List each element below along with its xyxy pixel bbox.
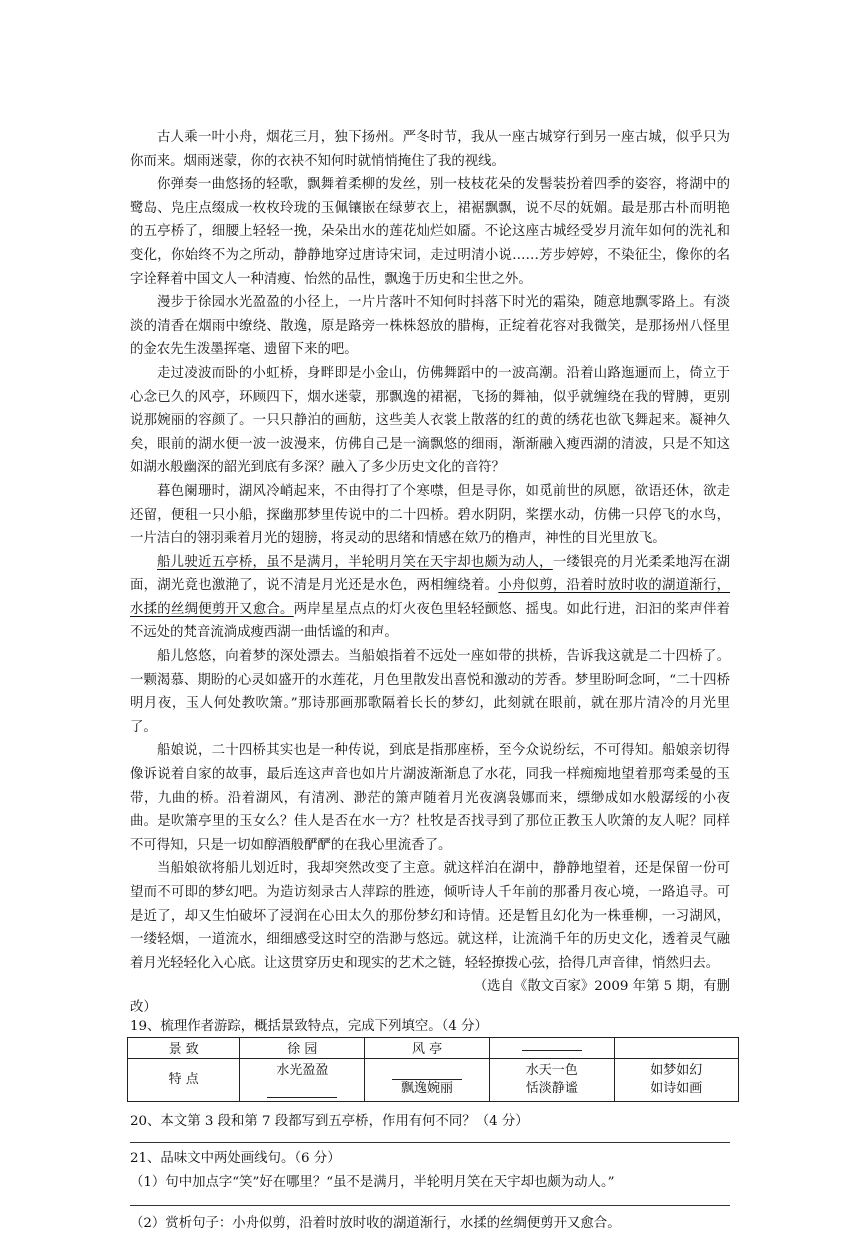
question-21-part-2: （2）赏析句子：小舟似剪，沿着时放时收的湖道渐行，水揉的丝绸便剪开又愈合。 [130,1215,621,1231]
paragraph-2: 你弹奏一曲悠扬的轻歌，飘舞着柔柳的发丝，别一枝枝花朵的发髻装扮着四季的姿容，将湖中的鹭岛、凫庄点缀成一枚枚玲珑的玉佩镶嵌在绿萝衣上，裙裾飘飘，说不尽的妩媚。最是那古朴而明艳的五亭桥了，细腰上轻轻一挽，朵朵出水的莲花灿烂如靥。不论这座古城经受岁月流年如何的洗礼和变化，你始终不为之所动，静静地穿过唐诗宋词，走过明清小说……芳步婷婷，不染征尘，像你的名字诠释着中国文人一种清瘦、怡然的品性，飘逸于历史和尘世之外。 [130,177,730,287]
fill-blank[interactable] [267,1085,337,1098]
underlined-sentence-1: 船儿驶近五亭桥，虽不是满月，半轮明月笑在天宇却也颇为动人， [157,554,553,570]
question-20: 20、本文第 3 段和第 7 段都写到五亭桥，作用有何不同？（4 分） [130,1113,529,1129]
answer-line[interactable] [130,1205,730,1206]
cell-xuyuan [240,1058,365,1101]
cell-col4-line2: 恬淡静谧 [525,1080,578,1096]
answer-table [127,1037,739,1102]
cell-xuyuan-text: 水光盈盈 [276,1062,329,1078]
fill-blank[interactable] [392,1067,462,1080]
source-citation: （选自《散文百家》2009 年第 5 期，有删 [473,979,730,995]
paragraph-6-text-2: 两岸星星点点的灯火夜色里轻轻颤悠、摇曳。如此行进，汩汩的桨声伴着不远处的梵音流淌成瘦西湖一曲恬谧的和声。 [130,601,731,641]
cell-col4 [489,1058,614,1101]
paragraph-5: 暮色阑珊时，湖风冷峭起来，不由得打了个寒噤，但是寻你，如觅前世的夙愿，欲语还休，欲走还留，便租一只小船，探幽那梦里传说中的二十四桥。碧水阴阴，桨摆水动，仿佛一只停飞的水鸟，一片洁白的翎羽乘着月光的翅膀，将灵动的思绪和情感在欸乃的橹声，神性的目光里放飞。 [130,483,730,547]
answer-line[interactable] [130,1142,730,1143]
paragraph-9: 当船娘欲将船儿划近时，我却突然改变了主意。就这样泊在湖中，静静地望着，还是保留一份可望而不可即的梦幻吧。为造访刻录古人萍踪的胜迹，倾听诗人千年前的那番月夜心境，一路追寻。可是近了，却又生怕破坏了浸润在心田太久的那份梦幻和诗情。还是暂且幻化为一株垂柳，一习湖风，一缕轻烟，一道流水，细细感受这时空的浩渺与悠远。就这样，让流淌千年的历史文化，透着灵气融着月光轻轻化入心底。让这贯穿历史和现实的艺术之链，轻轻撩拨心弦，拾得几声音律，悄然归去。 [130,861,730,971]
cell-fengting [365,1058,490,1101]
cell-col5-line1: 如梦如幻 [650,1062,703,1078]
cell-col4-line1: 水天一色 [525,1062,578,1078]
table-header-empty [614,1037,738,1058]
underlined-sentence-2: 小舟似剪，沿着时放时收的湖道渐行，水揉的丝绸便剪开又愈合。 [130,578,731,617]
question-21-part-1: （1）句中加点字“笑”好在哪里？“虽不是满月，半轮明月笑在天宇却也颇为动人。” [130,1174,615,1190]
source-citation-tail: 改） [130,999,157,1015]
question-21: 21、品味文中两处画线句。（6 分） [130,1150,341,1166]
cell-col5-line2: 如诗如画 [650,1080,703,1096]
document-page [130,126,730,1234]
paragraph-1: 古人乘一叶小舟，烟花三月，独下扬州。严冬时节，我从一座古城穿行到另一座古城，似乎只为你而来。烟雨迷蒙，你的衣袂不知何时就悄悄掩住了我的视线。 [130,130,730,169]
table-header-xuyuan: 徐 园 [240,1037,365,1058]
paragraph-6 [130,551,730,645]
table-header-blank[interactable] [489,1037,614,1058]
paragraph-8: 船娘说，二十四桥其实也是一种传说，到底是指那座桥，至今众说纷纭，不可得知。船娘亲切得像诉说着自家的故事，最后连这声音也如片片湖波渐渐息了水花，同我一样痴痴地望着那弯柔曼的玉带，九曲的桥。沿着湖风，有清冽、渺茫的箫声随着月光夜漓袅娜而来，缥缈成如水般潺绥的小夜曲。是吹箫亭里的玉女么？佳人是否在水一方？杜牧是否找寻到了那位正教玉人吹箫的友人呢？同样不可得知，只是一切如醇酒般酽酽的在我心里流香了。 [130,743,730,853]
table-header-fengting: 风 亭 [365,1037,490,1058]
paragraph-7: 船儿悠悠，向着梦的深处漂去。当船娘指着不远处一座如带的拱桥，告诉我这就是二十四桥了。一颗渴慕、期盼的心灵如盛开的水莲花，月色里散发出喜悦和激动的芳香。梦里盼呵念呵，“二十四桥明月夜，玉人何处教吹箫。”那诗那画那歌隔着长长的梦幻，此刻就在眼前，就在那片清冷的月光里了。 [130,649,730,735]
table-row-label: 特 点 [128,1058,240,1101]
fill-blank[interactable] [522,1040,582,1051]
table-header-scenery: 景 致 [128,1037,240,1058]
paragraph-6-text-1: 一缕银亮的月光柔柔地泻在湖面，湖光竟也激滟了，说不清是月光还是水色，两相缠绕着。 [130,554,731,594]
paragraph-4: 走过凌波而卧的小虹桥，身畔即是小金山，仿佛舞蹈中的一波高潮。沿着山路迤逦而上，倚立于心念已久的风亭，环顾四下，烟水迷蒙，那飘逸的裙裾，飞扬的舞袖，似乎就缠绕在我的臂膊，更别说那婉丽的容颜了。一只只静泊的画舫，这些美人衣裳上散落的红的黄的绣花也欲飞舞起来。凝神久矣，眼前的湖水便一波一波漫来，仿佛自己是一滴飘悠的细雨，渐渐融入瘦西湖的清波，只是不知这如湖水般幽深的韶光到底有多深？融入了多少历史文化的音符？ [130,365,730,476]
paragraph-3: 漫步于徐园水光盈盈的小径上，一片片落叶不知何时抖落下时光的霜染，随意地飘零路上。有淡淡的清香在烟雨中缭绕、散逸，原是路旁一株株怒放的腊梅，正绽着花容对我微笑，是那扬州八怪里的金农先生泼墨挥毫、遗留下来的吧。 [130,295,730,358]
cell-fengting-text: 飘逸婉丽 [401,1080,454,1096]
cell-col5 [614,1058,738,1101]
question-19: 19、梳理作者游踪，概括景致特点，完成下列填空。（4 分） [130,1018,488,1034]
